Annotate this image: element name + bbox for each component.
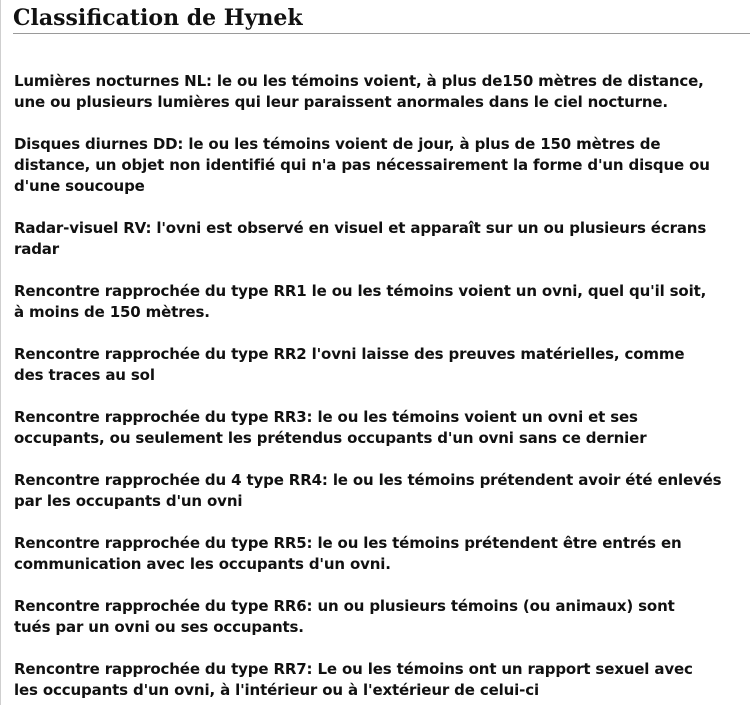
classification-entry-rr3: Rencontre rapprochée du type RR3: le ou les témoins voient un ovni et ses occupants, ou seulement les prétendus occupants d'un ovni sans ce dernier bbox=[14, 408, 647, 447]
classification-entry-rr5: Rencontre rapprochée du type RR5: le ou les témoins prétendent être entrés en communication avec les occupants d'un ovni. bbox=[14, 534, 682, 573]
classification-entry-rr4: Rencontre rapprochée du 4 type RR4: le ou les témoins prétendent avoir été enlevés par les occupants d'un ovni bbox=[14, 471, 722, 510]
classification-entry-rr2: Rencontre rapprochée du type RR2 l'ovni laisse des preuves matérielles, comme des traces au sol bbox=[14, 345, 685, 384]
classification-list bbox=[14, 71, 748, 722]
classification-entry-dd: Disques diurnes DD: le ou les témoins voient de jour, à plus de 150 mètres de distance, un objet non identifié qui n'a pas nécessairement la forme d'un disque ou d'une soucoupe bbox=[14, 135, 710, 195]
classification-entry-rv: Radar-visuel RV: l'ovni est observé en visuel et apparaît sur un ou plusieurs écrans radar bbox=[14, 219, 707, 258]
classification-entry-rr1: Rencontre rapprochée du type RR1 le ou les témoins voient un ovni, quel qu'il soit, à moins de 150 mètres. bbox=[14, 282, 707, 321]
title-divider bbox=[13, 33, 750, 34]
classification-entry-rr6: Rencontre rapprochée du type RR6: un ou plusieurs témoins (ou animaux) sont tués par un ovni ou ses occupants. bbox=[14, 597, 675, 636]
page-title: Classification de Hynek bbox=[13, 5, 303, 31]
classification-entry-nl: Lumières nocturnes NL: le ou les témoins voient, à plus de150 mètres de distance, une ou plusieurs lumières qui leur paraissent anormales dans le ciel nocturne. bbox=[14, 72, 704, 111]
classification-entry-rr7: Rencontre rapprochée du type RR7: Le ou les témoins ont un rapport sexuel avec les occupants d'un ovni, à l'intérieur ou à l'extérieur de celui-ci bbox=[14, 660, 693, 699]
